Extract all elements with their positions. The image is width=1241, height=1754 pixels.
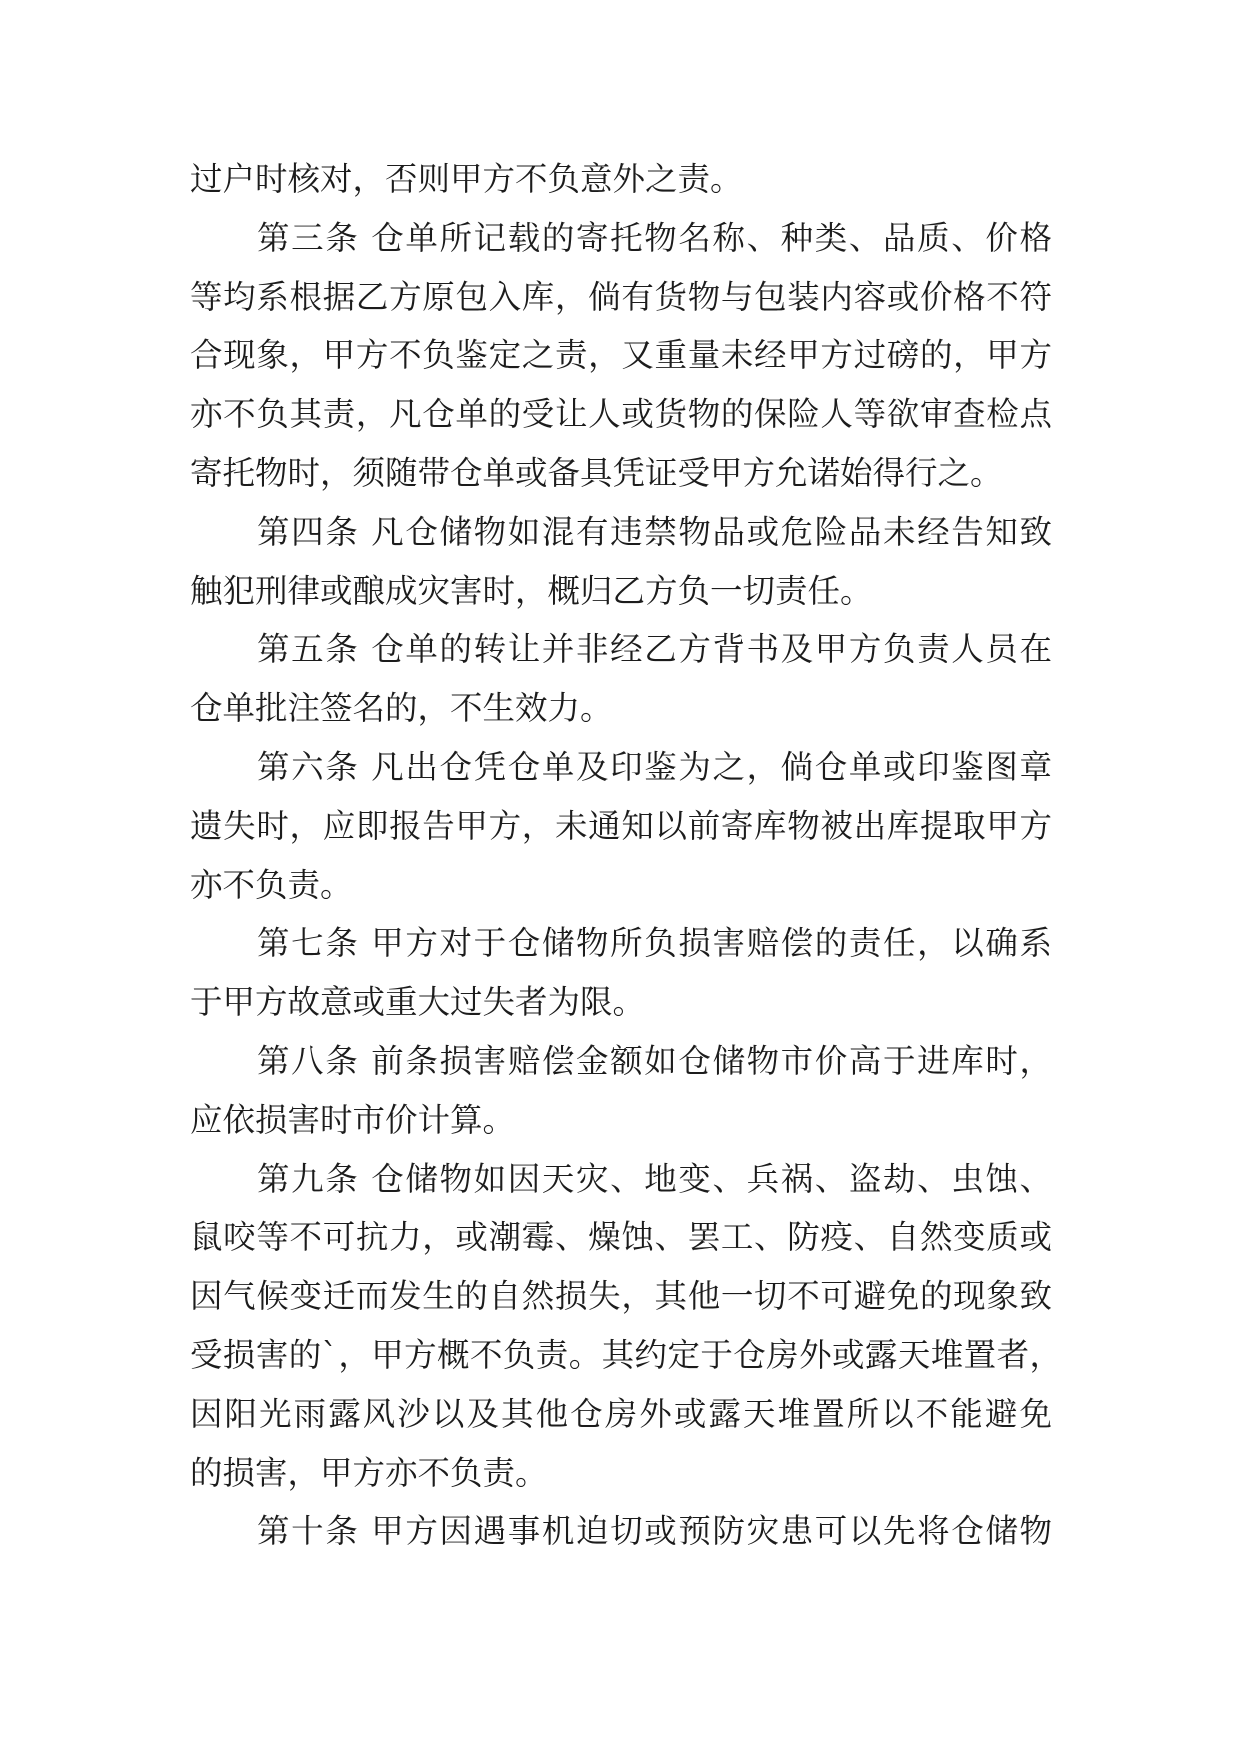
text-line: 第七条 甲方对于仓储物所负损害赔偿的责任，以确系 (257, 924, 1052, 963)
text-line: 遗失时，应即报告甲方，未通知以前寄库物被出库提取甲方 (190, 806, 1052, 845)
paragraph-article-10 (190, 1502, 1052, 1561)
text-line: 鼠咬等不可抗力，或潮霉、燥蚀、罢工、防疫、自然变质或 (190, 1218, 1052, 1257)
text-line: 寄托物时，须随带仓单或备具凭证受甲方允诺始得行之。 (190, 453, 1003, 492)
text-line: 亦不负责。 (190, 865, 353, 904)
text-line: 过户时核对，否则甲方不负意外之责。 (190, 160, 743, 198)
paragraph-article-8 (190, 1032, 1052, 1150)
paragraph-continuation (190, 150, 1052, 209)
text-line: 第十条 甲方因遇事机迫切或预防灾患可以先将仓储物 (257, 1512, 1052, 1551)
text-line: 第三条 仓单所记载的寄托物名称、种类、品质、价格 (257, 218, 1052, 257)
paragraph-article-6 (190, 738, 1052, 914)
text-line: 于甲方故意或重大过失者为限。 (190, 983, 646, 1022)
text-line: 第九条 仓储物如因天灾、地变、兵祸、盗劫、虫蚀、 (257, 1159, 1052, 1198)
text-line: 仓单批注签名的，不生效力。 (190, 689, 613, 728)
text-line: 因气候变迁而发生的自然损失，其他一切不可避免的现象致 (190, 1277, 1052, 1316)
text-line: 第六条 凡出仓凭仓单及印鉴为之，倘仓单或印鉴图章 (257, 747, 1052, 786)
paragraph-article-3 (190, 209, 1052, 503)
text-line: 合现象，甲方不负鉴定之责，又重量未经甲方过磅的，甲方 (190, 336, 1052, 375)
text-line: 因阳光雨露风沙以及其他仓房外或露天堆置所以不能避免 (190, 1394, 1052, 1433)
text-line: 第八条 前条损害赔偿金额如仓储物市价高于进库时， (257, 1041, 1052, 1080)
text-line: 的损害，甲方亦不负责。 (190, 1453, 548, 1492)
paragraph-article-9 (190, 1150, 1062, 1503)
text-line: 第四条 凡仓储物如混有违禁物品或危险品未经告知致 (257, 512, 1052, 551)
text-line: 触犯刑律或酿成灾害时，概归乙方负一切责任。 (190, 571, 873, 610)
document-body (190, 150, 1062, 1561)
text-line: 第五条 仓单的转让并非经乙方背书及甲方负责人员在 (257, 630, 1052, 669)
paragraph-article-5 (190, 620, 1052, 738)
paragraph-article-4 (190, 503, 1052, 621)
text-line: 等均系根据乙方原包入库，倘有货物与包装内容或价格不符 (190, 277, 1052, 316)
paragraph-article-7 (190, 914, 1052, 1032)
text-line: 应依损害时市价计算。 (190, 1100, 516, 1139)
text-line: 受损害的`，甲方概不负责。其约定于仓房外或露天堆置者， (190, 1335, 1062, 1374)
text-line: 亦不负其责，凡仓单的受让人或货物的保险人等欲审查检点 (190, 395, 1052, 434)
